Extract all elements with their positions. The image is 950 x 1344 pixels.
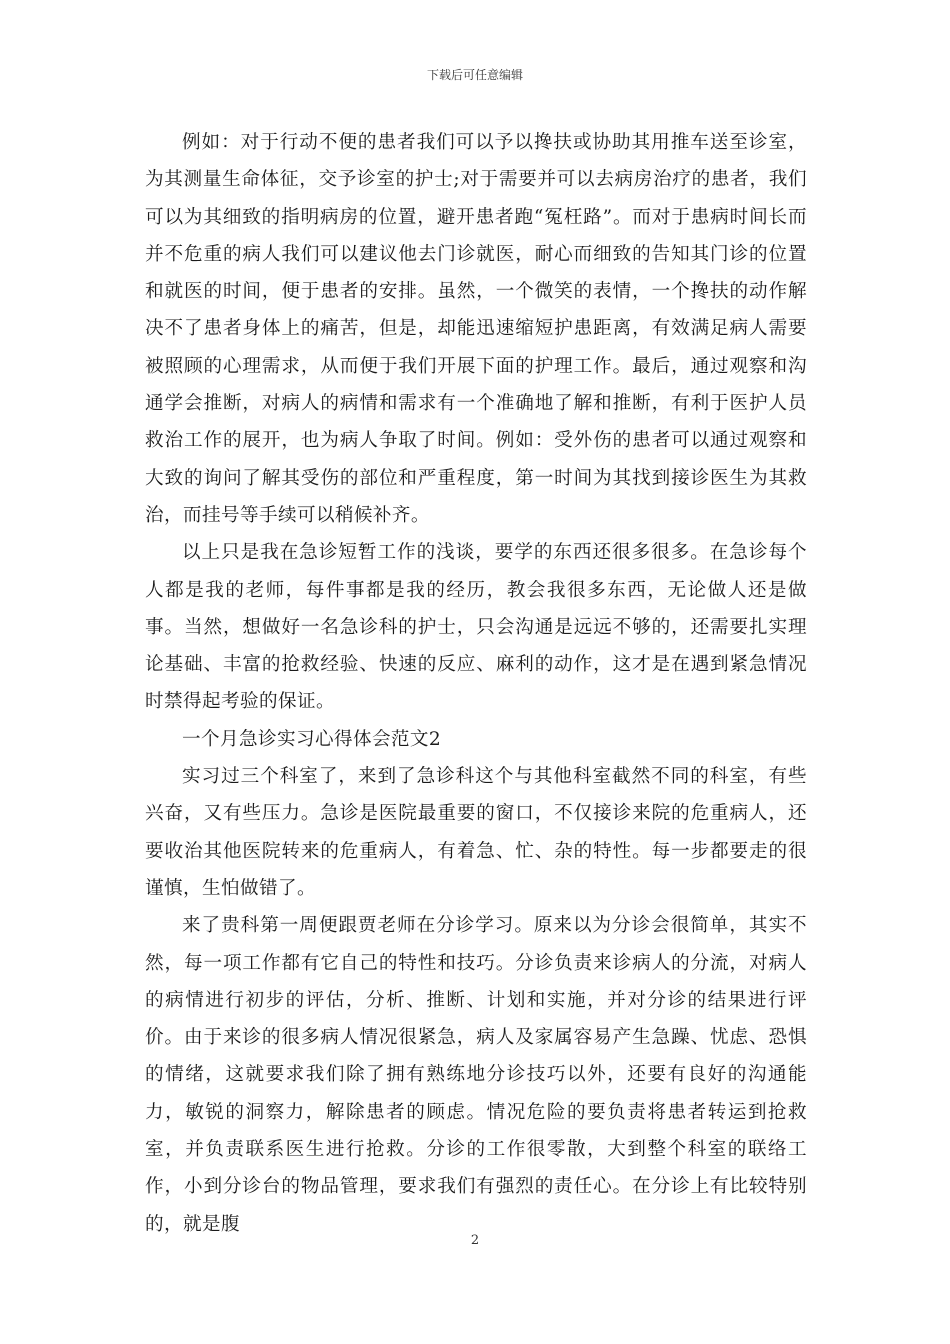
section-title: 一个月急诊实习心得体会范文2 (182, 728, 442, 750)
paragraph: 来了贵科第一周便跟贾老师在分诊学习。原来以为分诊会很简单，其实不然，每一项工作都有它自己的特性和技巧。分诊负责来诊病人的分流，对病人的病情进行初步的评估，分析、推断、计划和实施，并对分诊的结果进行评价。由于来诊的很多病人情况很紧急，病人及家属容易产生急躁、忧虑、恐惧的情绪，这就要求我们除了拥有熟练地分诊技巧以外，还要有良好的沟通能力，敏锐的洞察力，解除患者的顾虑。情况危险的要负责将患者转运到抢救室，并负责联系医生进行抢救。分诊的工作很零散，大到整个科室的联络工作，小到分诊台的物品管理，要求我们有强烈的责任心。在分诊上有比较特别的，就是腹 (145, 915, 807, 1235)
paragraph: 以上只是我在急诊短暂工作的浅谈，要学的东西还很多很多。在急诊每个人都是我的老师，每件事都是我的经历，教会我很多东西，无论做人还是做事。当然，想做好一名急诊科的护士，只会沟通是远远不够的，还需要扎实理论基础、丰富的抢救经验、快速的反应、麻利的动作，这才是在遇到紧急情况时禁得起考验的保证。 (145, 542, 807, 713)
page-header: 下载后可任意编辑 (426, 68, 523, 82)
paragraph: 实习过三个科室了，来到了急诊科这个与其他科室截然不同的科室，有些兴奋，又有些压力。急诊是医院最重要的窗口，不仅接诊来院的危重病人，还要收治其他医院转来的危重病人，有着急、忙、杂的特性。每一步都要走的很谨慎，生怕做错了。 (145, 766, 807, 899)
paragraph: 例如：对于行动不便的患者我们可以予以搀扶或协助其用推车送至诊室，为其测量生命体征，交予诊室的护士;对于需要并可以去病房治疗的患者，我们可以为其细致的指明病房的位置，避开患者跑“冤枉路”。而对于患病时间长而并不危重的病人我们可以建议他去门诊就医，耐心而细致的告知其门诊的位置和就医的时间，便于患者的安排。虽然，一个微笑的表情，一个搀扶的动作解决不了患者身体上的痛苦，但是，却能迅速缩短护患距离，有效满足病人需要被照顾的心理需求，从而便于我们开展下面的护理工作。最后，通过观察和沟通学会推断，对病人的病情和需求有一个准确地了解和推断，有利于医护人员救治工作的展开，也为病人争取了时间。例如：受外伤的患者可以通过观察和大致的询问了解其受伤的部位和严重程度，第一时间为其找到接诊医生为其救治，而挂号等手续可以稍候补齐。 (145, 132, 807, 526)
document-body (145, 124, 807, 1243)
page-number: 2 (470, 1233, 480, 1248)
